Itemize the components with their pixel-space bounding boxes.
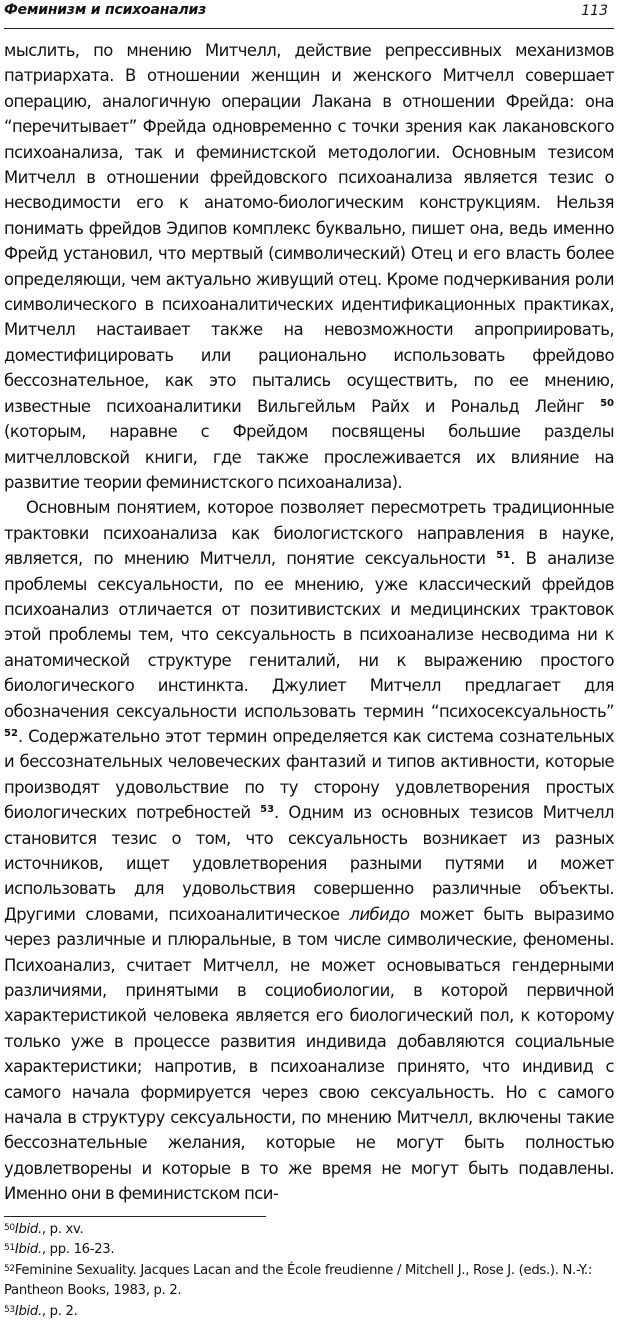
body-text xyxy=(4,38,614,1207)
footnote-ibid: Ibid. xyxy=(14,1242,42,1258)
footnotes xyxy=(4,1220,614,1322)
text-segment: . Содержательно этот термин определяется как система сознательных и бессознательных человеческих фантазий и типов активности, которые производят удовольствие по ту сторону удовлетворения простых биологических потребностей xyxy=(4,726,614,823)
italic-term: либидо xyxy=(349,904,410,924)
text-segment: . Одним из основных тезисов Митчелл становится тезис о том, что сексуальность возникает из разных источников, ищет удовлетворения разными путями и может использовать для удовольствия совершенно различные объекты. Другими словами, психоаналитическое xyxy=(4,803,614,924)
footnote-text: , p. xv. xyxy=(41,1221,84,1237)
footnote-item xyxy=(4,1302,614,1322)
footnote-number: 51 xyxy=(4,1243,15,1254)
footnote-ibid: Ibid. xyxy=(14,1303,42,1319)
text-segment: (которым, наравне с Фрейдом посвящены большие разделы митчелловской книги, где также прослеживается их влияние на развитие теории феминистского психоанализа). xyxy=(4,422,614,492)
page-number: 113 xyxy=(581,3,608,19)
footnote-item xyxy=(4,1240,614,1261)
footnote-reference[interactable]: 50 xyxy=(600,397,614,409)
running-title: Феминизм и психоанализ xyxy=(4,2,207,18)
paragraph xyxy=(4,38,614,495)
footnote-reference[interactable]: 52 xyxy=(4,727,18,739)
footnote-text: , p. 2. xyxy=(41,1303,78,1319)
page-header xyxy=(4,0,614,29)
text-segment: Основным понятием, которое позволяет пересмотреть традиционные трактовки психоанализа как биологистского направления в науке, является, по мнению Митчелл, понятие сексуальности xyxy=(4,498,614,569)
footnote-reference[interactable]: 51 xyxy=(496,550,511,562)
footnote-ibid: Ibid. xyxy=(14,1221,42,1237)
text-segment: может быть выразимо через различные и плюральные, в том числе символические, феномены. Психоанализ, считает Митчелл, не может основываться гендерными различиями, принятыми в социобиологии, в которой первичной характеристикой человека является его биологический пол, к которому только уже в процессе развития индивида добавляются социальные характеристики; напротив, в психоанализе принято, что индивид с самого начала формируется через свою сексуальность. Но с самого начала в структуру сексуальности, по мнению Митчелл, включены такие бессознательные желания, которые не могут быть полностью удовлетворены и которые в то же время не могут быть подавлены. Именно они в феминистском пси- xyxy=(4,904,614,1204)
footnote-divider xyxy=(4,1216,266,1217)
footnote-number: 50 xyxy=(4,1222,15,1233)
footnote-reference[interactable]: 53 xyxy=(260,804,275,816)
footnote-text: Feminine Sexuality. Jacques Lacan and the École freudienne / Mitchell J., Rose J. (eds.). N.-Y.: Pantheon Books, 1983, p. 2. xyxy=(4,1262,592,1299)
footnote-text: , pp. 16-23. xyxy=(41,1242,115,1258)
footnote-item xyxy=(4,1261,614,1302)
text-segment: . В анализе проблемы сексуальности, по ее мнению, уже классический фрейдов психоанализ отличается от позитивистских и медицинских трактовок этой проблемы тем, что сексуальность в психоанализе несводима ни к анатомической структуре гениталий, ни к выражению простого биологического инстинкта. Джулиет Митчелл предлагает для обозначения сексуальности использовать термин “психосексуальность” xyxy=(4,549,614,721)
footnote-number: 53 xyxy=(4,1304,15,1315)
footnote-number: 52 xyxy=(4,1263,15,1274)
text-segment: мыслить, по мнению Митчелл, действие репрессивных механизмов патриархата. В отношении женщин и женского Митчелл совершает операцию, аналогичную операции Лакана в отношении Фрейда: она “перечитывает” Фрейда одновременно с точки зрения как лакановского психоанализа, так и феминистской методологии. Основным тезисом Митчелл в отношении фрейдовского психоанализа является тезис о несводимости его к анатомо-биологическим конструкциям. Нельзя понимать фрейдов Эдипов комплекс буквально, пишет она, ведь именно Фрейд установил, что мертвый (символический) Отец и его власть более определяющи, чем актуально живущий отец. Кроме подчеркивания роли символического в психоаналитических идентификационных практиках, Митчелл настаивает также на невозможности апроприировать, доместифицировать или рационально использовать фрейдово бессознательное, как это пытались осуществить, по ее мнению, известные психоаналитики Вильгейльм Райх и Рональд Лейнг xyxy=(4,41,614,416)
footnote-item xyxy=(4,1220,614,1241)
paragraph xyxy=(4,495,614,1206)
